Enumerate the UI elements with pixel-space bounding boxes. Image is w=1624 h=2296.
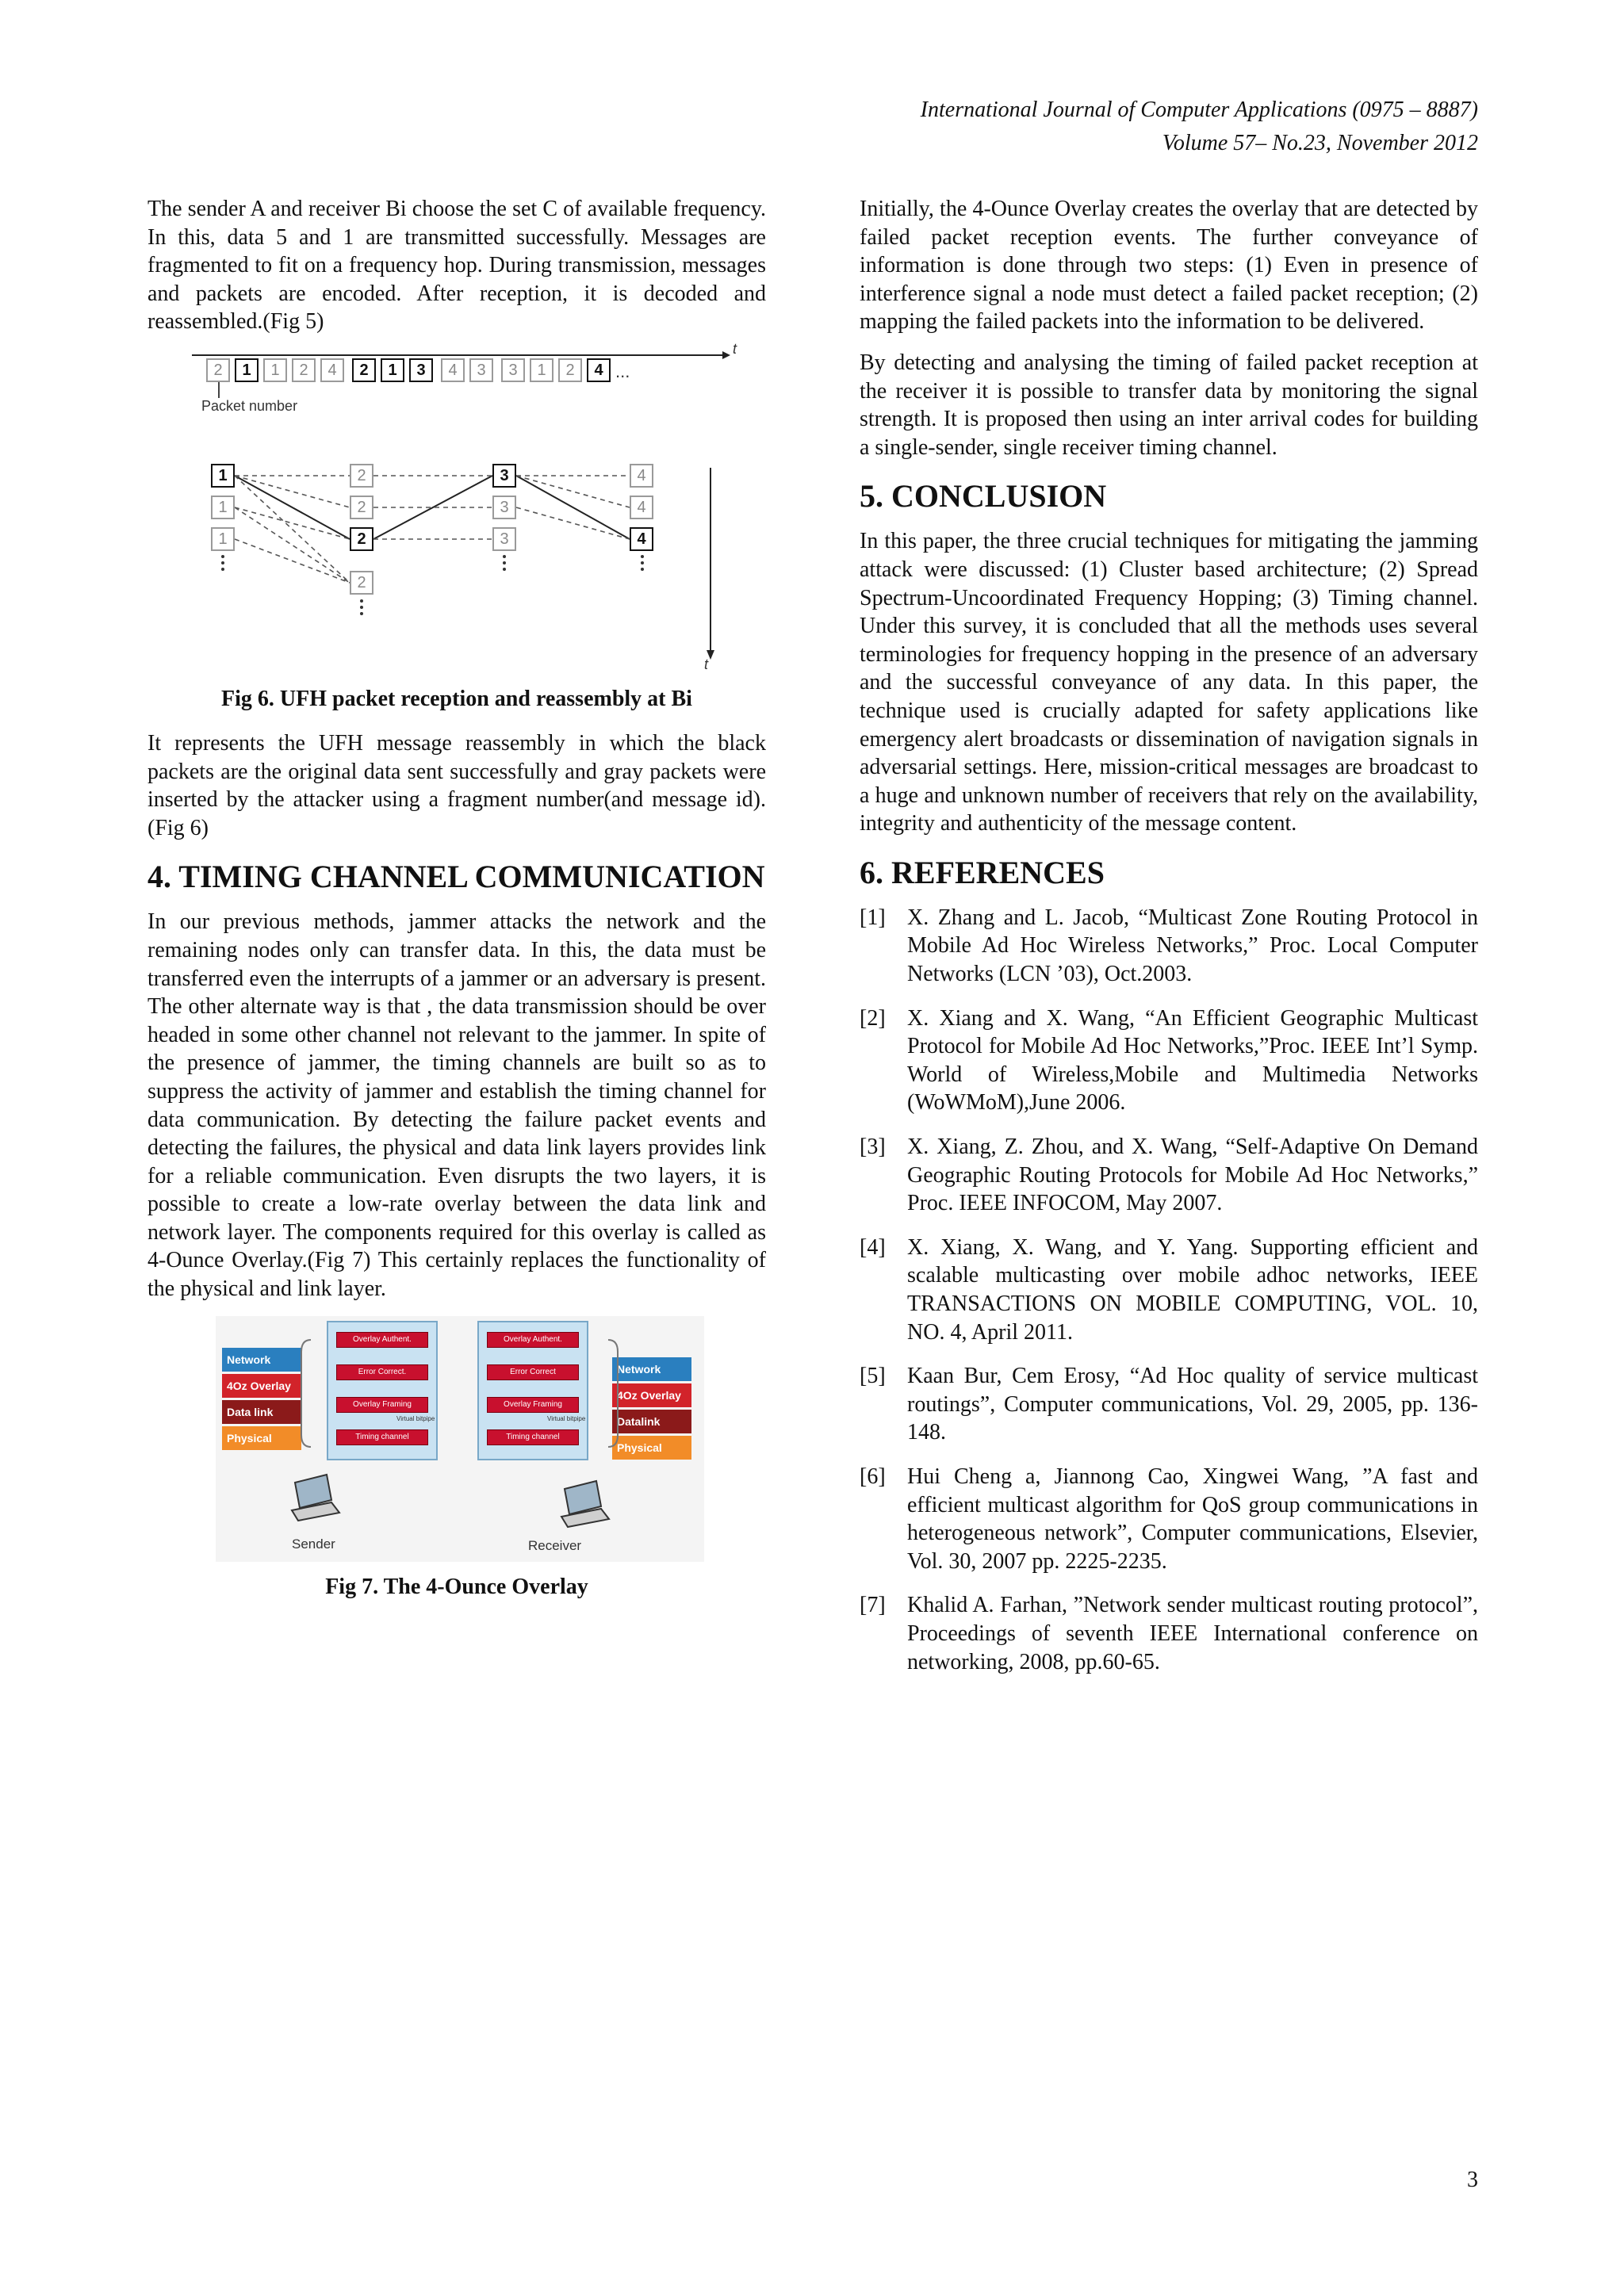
reference-item: [860, 1362, 1478, 1447]
packet: 1: [381, 358, 404, 382]
reference-text: X. Xiang and X. Wang, “An Efficient Geographic Multicast Protocol for Mobile Ad Hoc Networks,”Proc. IEEE Int’l Symp. World of Wireless,Mobile and Multimedia Networks (WoWMoM),June 2006.: [907, 1005, 1478, 1115]
running-header: [921, 94, 1478, 160]
receiver-laptop-icon: [561, 1481, 609, 1527]
reference-number: [1]: [860, 905, 886, 930]
packet: 3: [501, 358, 525, 382]
reference-number: [7]: [860, 1593, 886, 1618]
reference-text: Khalid A. Farhan, ”Network sender multicast routing protocol”, Proceedings of seventh IEEE International conference on networking, 2008, pp.60-65.: [907, 1593, 1478, 1674]
reference-text: X. Zhang and L. Jacob, “Multicast Zone Routing Protocol in Mobile Ad Hoc Wireless Networks,” Proc. Local Computer Networks (LCN ’03), Oct.2003.: [907, 905, 1478, 987]
layer-datalink: Data link: [222, 1400, 301, 1424]
layer-network: Network: [612, 1357, 691, 1381]
section-heading: 6. REFERENCES: [860, 854, 1105, 890]
grid-packet: 4: [630, 496, 653, 519]
reference-item: [860, 1004, 1478, 1117]
reference-number: [4]: [860, 1234, 886, 1260]
panel-block: Error Correct.: [336, 1364, 428, 1380]
grid-packet: 3: [492, 527, 516, 551]
paragraph: The sender A and receiver Bi choose the set C of available frequency. In this, data 5 and 1 are transmitted successfully. Messages are fragmented to fit on a frequency hop. During transmission, messages and packets are encoded. After reception, it is decoded and reassembled.(Fig 5): [147, 197, 766, 335]
packet: 3: [469, 358, 493, 382]
grid-packet: 3: [492, 496, 516, 519]
grid-packet: 3: [492, 464, 516, 488]
side-note: Virtual bitpipe: [396, 1414, 435, 1422]
figure-6-caption: Fig 6. UFH packet reception and reassembly at Bi: [221, 686, 692, 711]
section-heading: 5. CONCLUSION: [860, 478, 1107, 515]
section-heading: 4. TIMING CHANNEL COMMUNICATION: [147, 859, 765, 895]
journal-title: International Journal of Computer Applications (0975 – 8887): [920, 98, 1478, 122]
layer-network: Network: [222, 1348, 301, 1372]
grid-packet: 1: [211, 464, 235, 488]
side-note: Virtual bitpipe: [547, 1414, 586, 1422]
panel-block: Error Correct: [487, 1364, 579, 1380]
reference-number: [2]: [860, 1005, 886, 1031]
page-number: 3: [1467, 2168, 1478, 2192]
reference-item: [860, 1133, 1478, 1218]
reference-text: X. Xiang, Z. Zhou, and X. Wang, “Self-Adaptive On Demand Geographic Routing Protocols for Mobile Ad Hoc Networks,” Proc. IEEE INFOCOM, May 2007.: [907, 1135, 1478, 1216]
packet-number-label: Packet number: [201, 397, 298, 414]
sender-label: Sender: [292, 1536, 335, 1552]
figure-7: [216, 1316, 704, 1562]
paragraph: By detecting and analysing the timing of failed packet reception at the receiver it is possible to transfer data by monitoring the signal strength. It is proposed then using an inter arrival codes for building a single-sender, single receiver timing channel.: [860, 350, 1478, 460]
packet: 2: [292, 358, 316, 382]
sequence-ellipsis: ...: [615, 361, 630, 381]
reference-text: Kaan Bur, Cem Erosy, “Ad Hoc quality of service multicast routings”, Computer communications, Vol. 29, 2005, pp. 136-148.: [907, 1364, 1478, 1445]
sender-laptop-icon: [292, 1475, 339, 1521]
panel-block: Overlay Authent.: [487, 1332, 579, 1348]
packet: 2: [558, 358, 582, 382]
grid-packet: 1: [211, 527, 235, 551]
reference-item: [860, 1463, 1478, 1575]
grid-packet: 2: [350, 496, 373, 519]
grid-packet: 2: [350, 527, 373, 551]
layer-physical: Physical: [612, 1436, 691, 1460]
paragraph: In this paper, the three crucial techniques for mitigating the jamming attack were discussed: (1) Cluster based architecture; (2) Spread Spectrum-Uncoordinated Frequency Hopping; (3) Timing channel. Under this survey, it is concluded that all the methods uses several terminologies for frequency hopping in the presence of an adversary and the successful conveyance of any data. In this paper, the technique used is crucially adapted for safety applications like emergency alert broadcasts or dissemination of navigation signals in adversarial settings. Here, mission-critical messages are broadcast to a huge and unknown number of receivers that rely on the availability, integrity and authenticity of the message content.: [860, 529, 1478, 836]
packet: 4: [587, 358, 611, 382]
reference-item: [860, 904, 1478, 989]
time-axis-label: t: [733, 340, 737, 357]
receiver-label: Receiver: [528, 1537, 582, 1553]
fig7-graphics: [216, 1316, 704, 1562]
reference-number: [3]: [860, 1135, 886, 1160]
panel-block: Overlay Framing: [336, 1397, 428, 1413]
reference-number: [6]: [860, 1464, 886, 1489]
grid-packet: 1: [211, 496, 235, 519]
reference-item: [860, 1234, 1478, 1346]
paragraph: In our previous methods, jammer attacks the network and the remaining nodes only can transfer data. In this, the data must be transferred even the interrupts of a jammer or an adversary is present. The other alternate way is that , the data transmission should be over headed in some other channel not relevant to the jammer. In spite of the presence of jammer, the timing channels are built so as to suppress the activity of jammer and establish the timing channel for data communication. By detecting the failure packet events and detecting the failures, the physical and data link layers provides link for a reliable communication. Even disrupts the two layers, it is possible to create a low-rate overlay between the data link and network layer. The components required for this overlay is called as 4-Ounce Overlay.(Fig 7) This certainly replaces the functionality of the physical and link layer.: [147, 909, 766, 1302]
grid-packet: 4: [630, 464, 653, 488]
packet: 3: [409, 358, 433, 382]
reference-text: Hui Cheng a, Jiannong Cao, Xingwei Wang, ”A fast and efficient multicast algorithm for QoS group communications in heterogeneous network”, Computer communications, Elsevier, Vol. 30, 2007 pp. 2225-2235.: [907, 1464, 1478, 1574]
packet: 1: [263, 358, 287, 382]
paragraph: It represents the UFH message reassembly in which the black packets are the original data sent successfully and gray packets were inserted by the attacker using a fragment number(and message id).(Fig 6): [147, 730, 766, 840]
grid-packet: 2: [350, 464, 373, 488]
layer-overlay: 4Oz Overlay: [222, 1374, 301, 1398]
volume-info: Volume 57– No.23, November 2012: [1162, 131, 1478, 155]
layer-overlay: 4Oz Overlay: [612, 1383, 691, 1407]
figure-6: [171, 340, 742, 674]
panel-block: Overlay Framing: [487, 1397, 579, 1413]
panel-block: Timing channel: [487, 1429, 579, 1445]
grid-packet: 2: [350, 571, 373, 595]
packet: 1: [235, 358, 259, 382]
left-column: [147, 195, 766, 1617]
right-column: [860, 195, 1478, 1692]
packet: 2: [206, 358, 230, 382]
packet: 4: [320, 358, 344, 382]
reference-number: [5]: [860, 1364, 886, 1389]
panel-block: Overlay Authent.: [336, 1332, 428, 1348]
paragraph: Initially, the 4-Ounce Overlay creates the overlay that are detected by failed packet reception events. The further conveyance of information is done through two steps: (1) Even in presence of interference signal a node must detect a failed packet reception; (2) mapping the failed packets into the information to be delivered.: [860, 197, 1478, 335]
figure-7-caption: Fig 7. The 4-Ounce Overlay: [325, 1574, 588, 1599]
packet: 1: [530, 358, 553, 382]
reference-list: [860, 904, 1478, 1676]
layer-physical: Physical: [222, 1426, 301, 1450]
packet: 2: [352, 358, 376, 382]
grid-packet: 4: [630, 527, 653, 551]
panel-block: Timing channel: [336, 1429, 428, 1445]
packet: 4: [441, 358, 465, 382]
reference-item: [860, 1591, 1478, 1676]
time-axis-label-vertical: t: [704, 656, 709, 672]
layer-datalink: Datalink: [612, 1410, 691, 1433]
reference-text: X. Xiang, X. Wang, and Y. Yang. Supporting efficient and scalable multicasting over mobile adhoc networks, IEEE TRANSACTIONS ON MOBILE COMPUTING, VOL. 10, NO. 4, April 2011.: [907, 1234, 1478, 1345]
